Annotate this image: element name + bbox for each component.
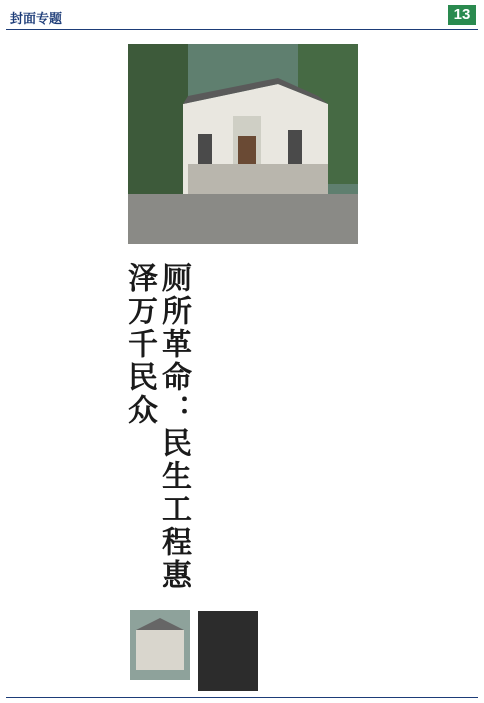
page-header (0, 0, 484, 30)
article-headline: 厕所革命：民生工程惠泽万千民众 (122, 262, 191, 592)
header-divider (6, 29, 478, 30)
article-column-middle-lower (262, 608, 352, 694)
section-title: 封面专题 (10, 11, 63, 26)
inset-caption (198, 611, 258, 691)
article-column-left (8, 38, 123, 693)
inset-photo (130, 610, 190, 680)
toilet-building-photo (128, 44, 358, 244)
footer-divider (6, 697, 478, 698)
article-column-right (366, 38, 478, 693)
article-column-middle (200, 258, 352, 608)
page-number-badge: 13 (448, 5, 476, 25)
